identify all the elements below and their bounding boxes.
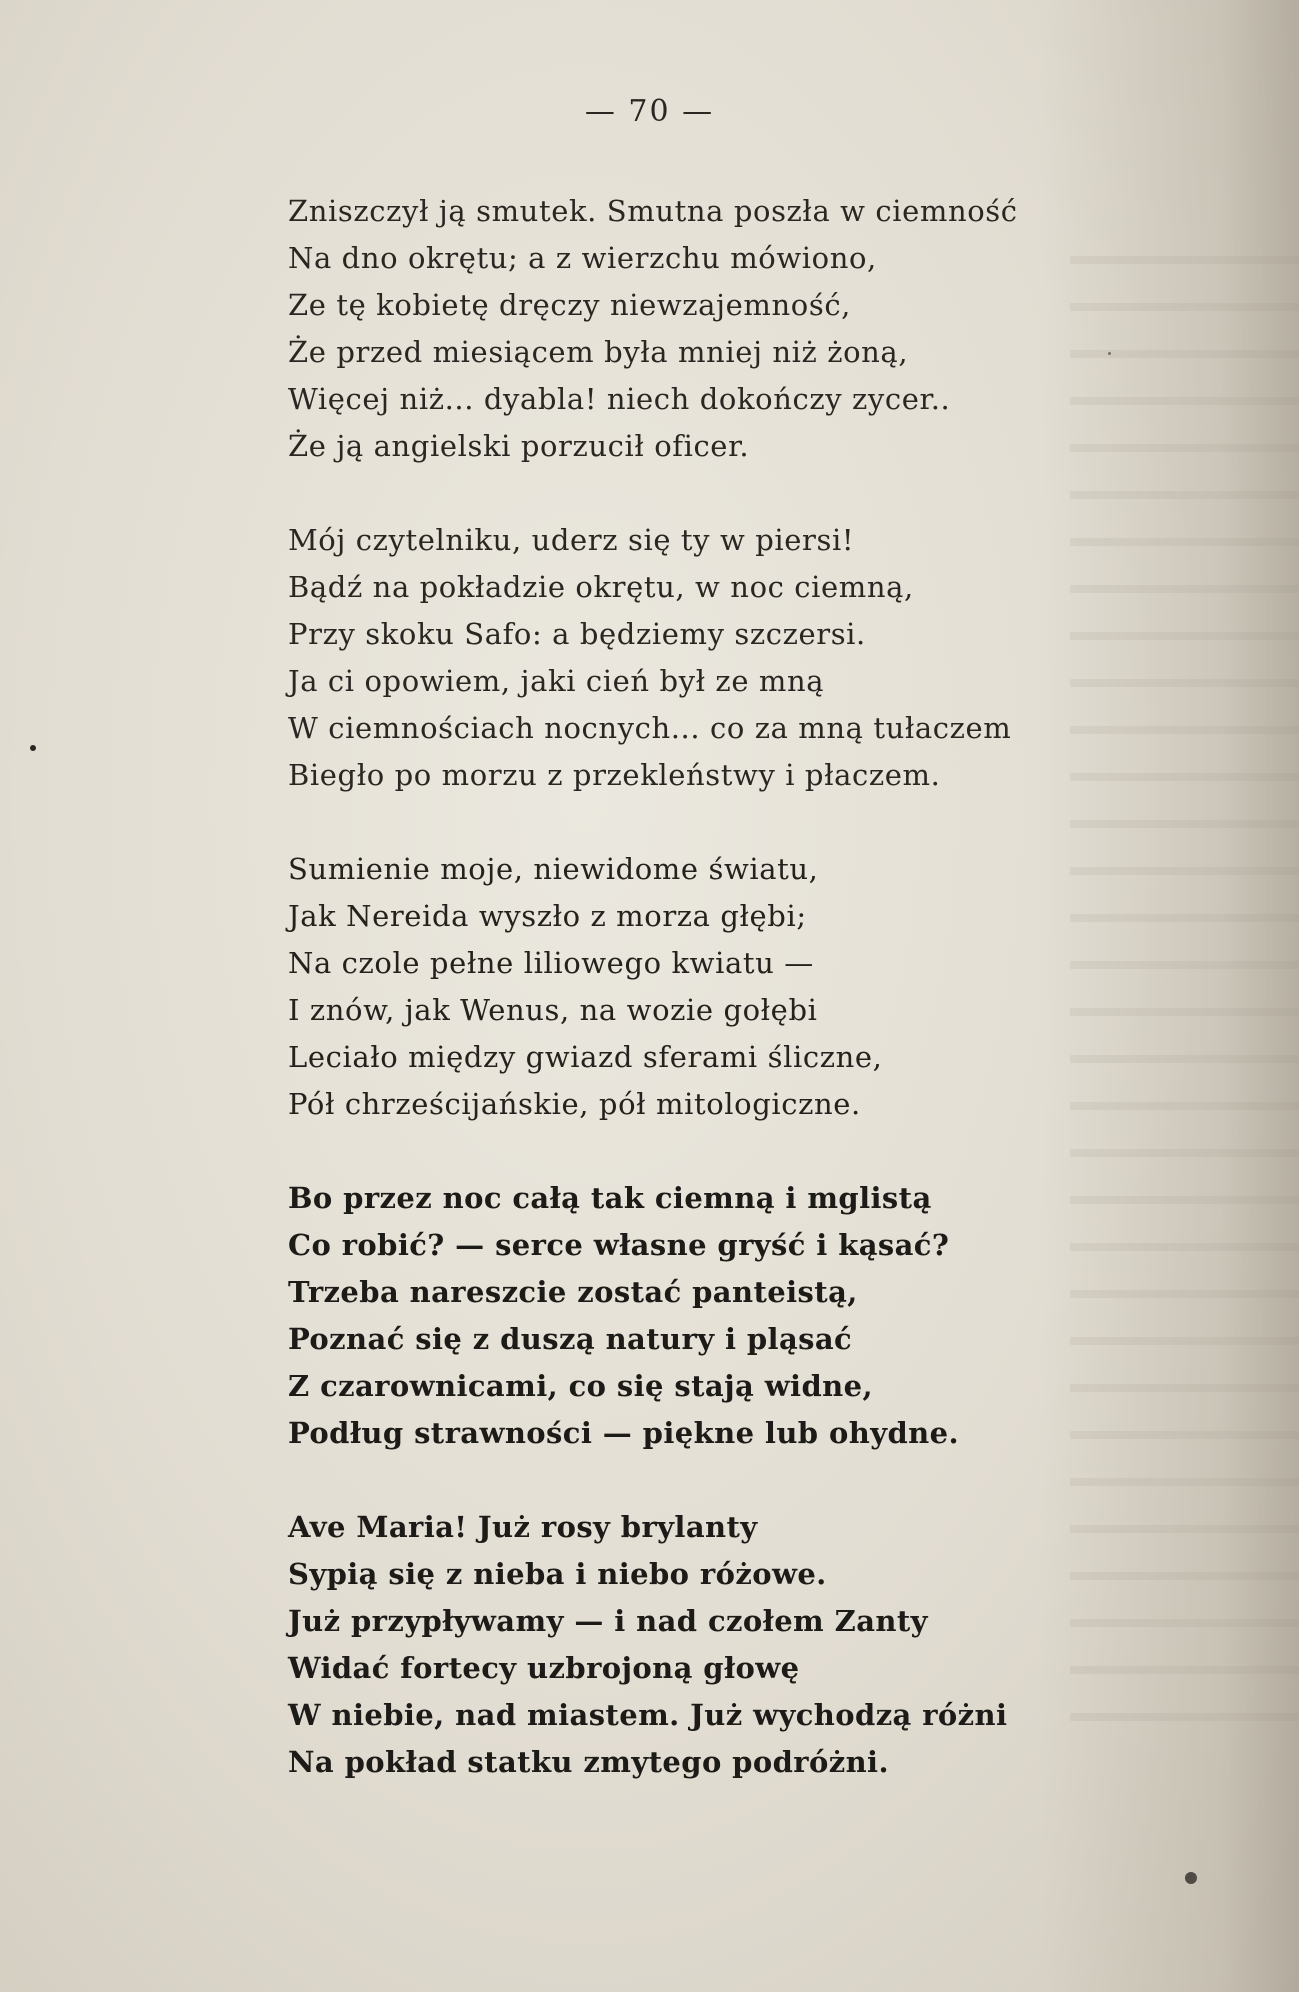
poem [288,188,1168,1786]
verse-line: I znów, jak Wenus, na wozie gołębi [288,993,818,1027]
verse-line: Leciało między gwiazd sferami śliczne, [288,1040,883,1074]
verse-line: W ciemnościach nocnych... co za mną tułaczem [288,711,1012,745]
stanza-3 [288,846,1168,1128]
verse-line: Mój czytelniku, uderz się ty w piersi! [288,523,855,557]
verse-line: Na czole pełne liliowego kwiatu — [288,946,814,980]
verse-line: Sumienie moje, niewidome światu, [288,852,819,886]
verse-line: Przy skoku Safo: a będziemy szczersi. [288,617,866,651]
verse-line: Ave Maria! Już rosy brylanty [288,1510,758,1544]
ink-speck [30,745,36,751]
verse-line: Widać fortecy uzbrojoną głowę [288,1651,800,1685]
ink-speck [1108,352,1111,355]
verse-line: Pół chrześcijańskie, pół mitologiczne. [288,1087,861,1121]
verse-line: Trzeba nareszcie zostać panteistą, [288,1275,858,1309]
verse-line: Na pokład statku zmytego podróżni. [288,1745,889,1779]
verse-line: Ze tę kobietę dręczy niewzajemność, [288,288,851,322]
verse-line: Że przed miesiącem była mniej niż żoną, [288,335,909,369]
stanza-4 [288,1175,1168,1457]
stanza-5 [288,1504,1168,1786]
verse-line: Ja ci opowiem, jaki cień był ze mną [288,664,825,698]
stanza-1 [288,188,1168,470]
verse-line: Bądź na pokładzie okrętu, w noc ciemną, [288,570,914,604]
verse-line: Bo przez noc całą tak ciemną i mglistą [288,1181,932,1215]
verse-line: W niebie, nad miastem. Już wychodzą różni [288,1698,1008,1732]
verse-line: Na dno okrętu; a z wierzchu mówiono, [288,241,877,275]
verse-line: Już przypływamy — i nad czołem Zanty [288,1604,928,1638]
verse-line: Że ją angielski porzucił oficer. [288,429,750,463]
verse-line: Zniszczył ją smutek. Smutna poszła w ciemność [288,194,1018,228]
stanza-2 [288,517,1168,799]
verse-line: Poznać się z duszą natury i pląsać [288,1322,853,1356]
verse-line: Podług strawności — piękne lub ohydne. [288,1416,959,1450]
verse-line: Sypią się z nieba i niebo różowe. [288,1557,827,1591]
verse-line: Jak Nereida wyszło z morza głębi; [288,899,807,933]
verse-line: Z czarownicami, co się stają widne, [288,1369,873,1403]
verse-line: Co robić? — serce własne gryść i kąsać? [288,1228,950,1262]
ink-speck [1185,1872,1197,1884]
verse-line: Biegło po morzu z przekleństwy i płaczem. [288,758,941,792]
verse-line: Więcej niż... dyabla! niech dokończy zycer.. [288,382,951,416]
page-number: — 70 — [584,94,715,129]
